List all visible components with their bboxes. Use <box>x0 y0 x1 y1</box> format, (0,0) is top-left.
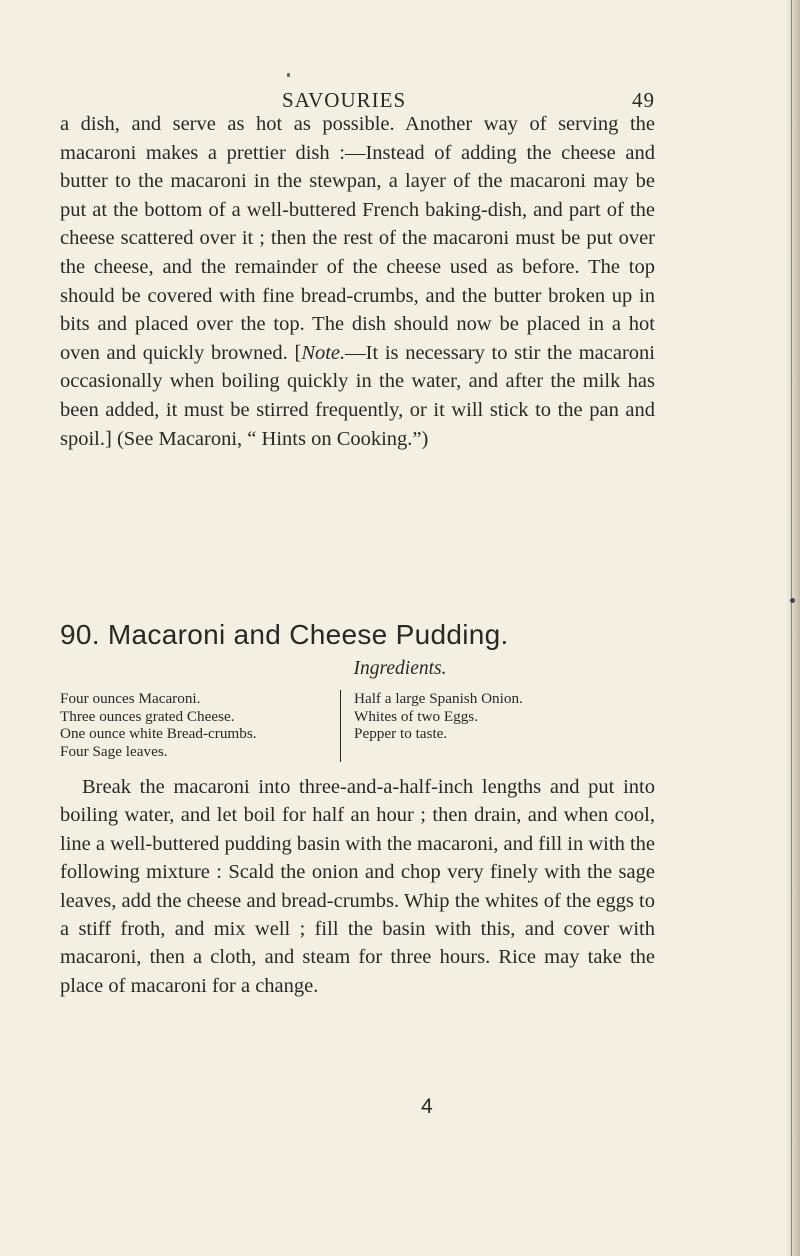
ingredient-item: Three ounces grated Cheese. <box>60 707 235 725</box>
ingredients-list-left <box>60 690 320 760</box>
page-edge <box>786 0 800 1256</box>
ingredients-list-right <box>354 690 654 743</box>
signature-mark: 4 <box>421 1095 433 1118</box>
note-text: —It is necessary to stir the macaroni occasionally when boiling quickly in the water, and after the milk has been added, it must be stirred frequently, or it will stick to the pan and spoil.] (See Macaroni, “ Hints on Cooking.”) <box>60 341 656 450</box>
page-edge-mark <box>790 598 795 603</box>
ingredient-item: Pepper to taste. <box>354 725 448 743</box>
running-head-title: SAVOURIES <box>282 88 407 112</box>
ingredients-label: Ingredients. <box>353 658 447 679</box>
ingredients-divider <box>340 690 341 762</box>
paragraph-continued <box>60 110 655 453</box>
recipe-heading: 90. Macaroni and Cheese Pudding. <box>60 619 509 650</box>
recipe-method: Break the macaroni into three-and-a-half-inch lengths and put into boiling water, and let boil for half an hour ; then drain, and when cool, line a well-buttered pudding basin with the macaroni, and fill in with the following mixture : Scald the onion and chop very finely with the sage leaves, add the cheese and bread-crumbs. Whip the whites of the eggs to a stiff froth, and mix well ; fill the basin with this, and cover with macaroni, then a cloth, and steam for three hours. Rice may take the place of macaroni for a change. <box>60 776 655 997</box>
note-label: Note. <box>301 341 346 364</box>
ink-speck <box>287 73 290 77</box>
ingredient-item: Whites of two Eggs. <box>354 707 479 725</box>
ingredient-item: Four ounces Macaroni. <box>60 690 201 707</box>
ingredient-item: One ounce white Bread-crumbs. <box>60 725 257 743</box>
running-head <box>60 88 655 112</box>
paragraph-text: a dish, and serve as hot as possible. Another way of serving the macaroni makes a prettier dish :—Instead of adding the cheese and butter to the macaroni in the stewpan, a layer of the macaroni may be put at the bottom of a well-buttered French baking-dish, and part of the cheese scattered over it ; then the rest of the macaroni must be put over the cheese, and the remainder of the cheese used as before. The top should be covered with fine bread-crumbs, and the butter broken up in bits and placed over the top. The dish should now be placed in a hot oven and quickly browned. [ <box>60 113 655 364</box>
page-edge-line <box>791 0 792 1256</box>
ingredient-item: Four Sage leaves. <box>60 742 168 760</box>
page-number: 49 <box>632 88 655 112</box>
ingredient-item: Half a large Spanish Onion. <box>354 690 523 707</box>
